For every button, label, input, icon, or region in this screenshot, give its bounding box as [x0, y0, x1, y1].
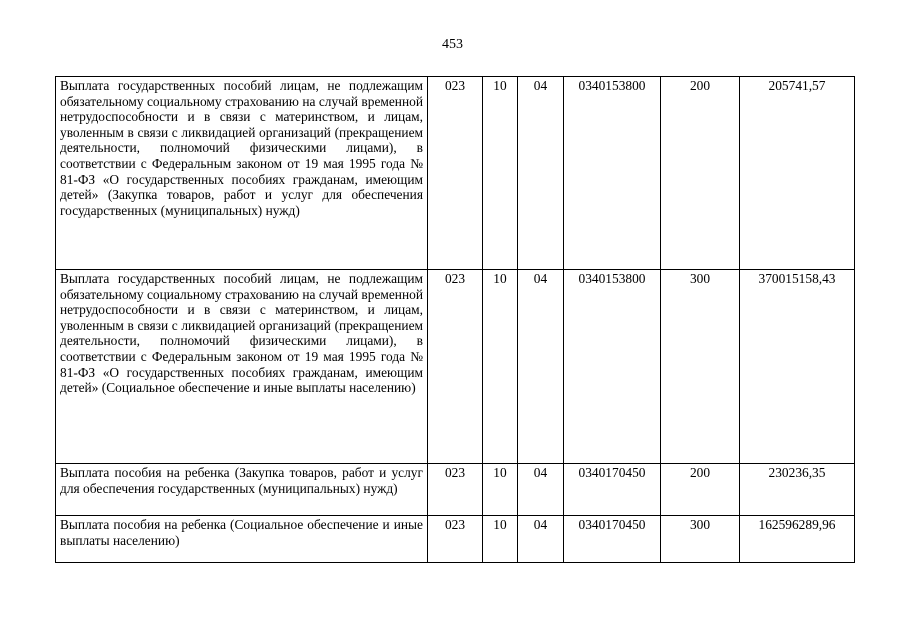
expense-type-code: 200 — [661, 77, 740, 270]
ministry-code: 023 — [428, 270, 483, 464]
subsection-code: 04 — [518, 516, 564, 563]
section-code: 10 — [483, 516, 518, 563]
table-row — [56, 516, 855, 563]
row-description: Выплата государственных пособий лицам, не подлежащим обязательному социальному страхованию на случай временной нетрудоспособности и в связи с материнством, и лицам, уволенным в связи с ликвидацией организаций (прекращением деятельности, полномочий физическими лицами), в соответствии с Федеральным законом от 19 мая 1995 года № 81-ФЗ «О государственных пособиях гражданам, имеющим детей» (Социальное обеспечение и иные выплаты населению) — [56, 270, 428, 464]
target-article-code: 0340153800 — [564, 270, 661, 464]
amount: 162596289,96 — [740, 516, 855, 563]
subsection-code: 04 — [518, 270, 564, 464]
budget-table — [55, 76, 855, 563]
table-row — [56, 270, 855, 464]
amount: 370015158,43 — [740, 270, 855, 464]
target-article-code: 0340170450 — [564, 516, 661, 563]
page-number: 453 — [442, 37, 463, 52]
expense-type-code: 300 — [661, 270, 740, 464]
amount: 230236,35 — [740, 464, 855, 516]
section-code: 10 — [483, 270, 518, 464]
row-description: Выплата пособия на ребенка (Социальное обеспечение и иные выплаты населению) — [56, 516, 428, 563]
section-code: 10 — [483, 77, 518, 270]
target-article-code: 0340170450 — [564, 464, 661, 516]
table-row — [56, 77, 855, 270]
section-code: 10 — [483, 464, 518, 516]
subsection-code: 04 — [518, 77, 564, 270]
ministry-code: 023 — [428, 77, 483, 270]
row-description: Выплата пособия на ребенка (Закупка товаров, работ и услуг для обеспечения государственных (муниципальных) нужд) — [56, 464, 428, 516]
expense-type-code: 200 — [661, 464, 740, 516]
ministry-code: 023 — [428, 464, 483, 516]
amount: 205741,57 — [740, 77, 855, 270]
expense-type-code: 300 — [661, 516, 740, 563]
table-row — [56, 464, 855, 516]
row-description: Выплата государственных пособий лицам, не подлежащим обязательному социальному страхованию на случай временной нетрудоспособности и в связи с материнством, и лицам, уволенным в связи с ликвидацией организаций (прекращением деятельности, полномочий физическими лицами), в соответствии с Федеральным законом от 19 мая 1995 года № 81-ФЗ «О государственных пособиях гражданам, имеющим детей» (Закупка товаров, работ и услуг для обеспечения государственных (муниципальных) нужд) — [56, 77, 428, 270]
target-article-code: 0340153800 — [564, 77, 661, 270]
ministry-code: 023 — [428, 516, 483, 563]
subsection-code: 04 — [518, 464, 564, 516]
